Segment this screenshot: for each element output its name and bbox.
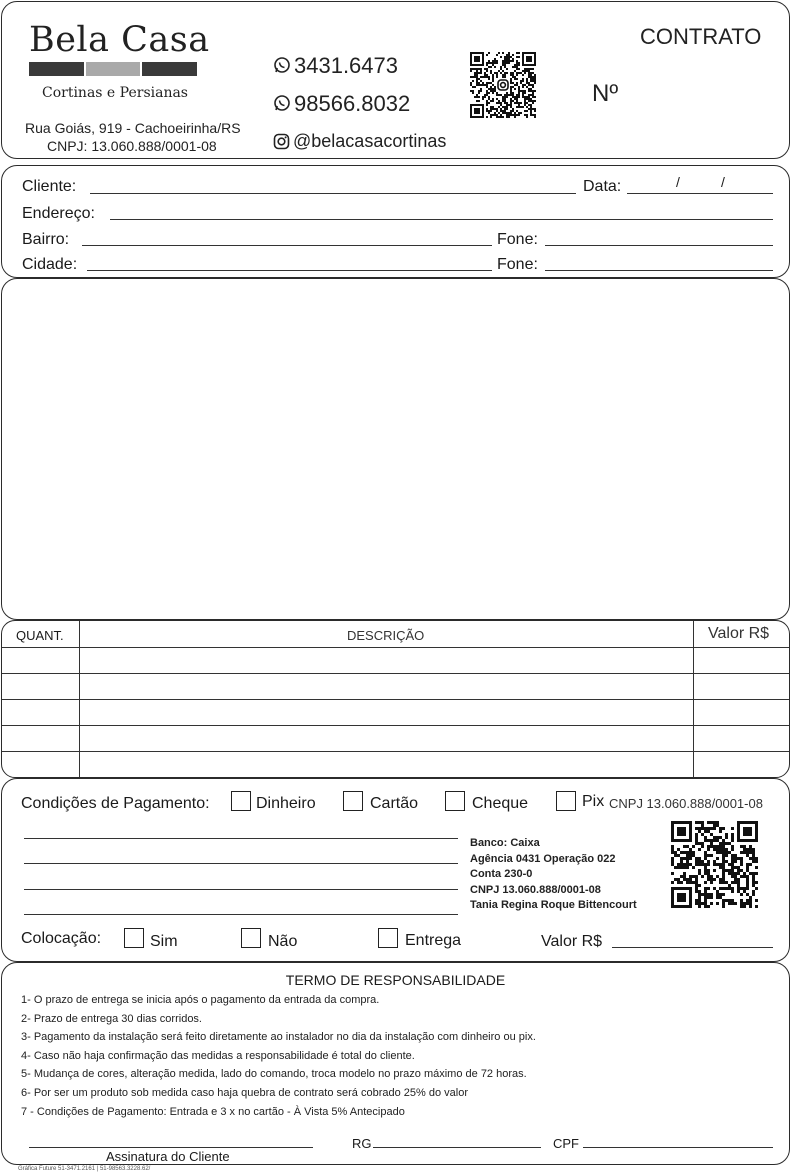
blank-sketch-area[interactable] — [1, 278, 790, 620]
brand-bars — [29, 62, 197, 76]
term-item: 7 - Condições de Pagamento: Entrada e 3 x no cartão - À Vista 5% Antecipado — [21, 1105, 405, 1118]
payment-note-line[interactable] — [24, 863, 458, 864]
fone2-label: Fone: — [497, 256, 538, 273]
fone2-field[interactable] — [545, 270, 773, 271]
valor-label: Valor R$ — [541, 933, 603, 950]
sim-label: Sim — [150, 933, 178, 950]
bank-agency: Agência 0431 Operação 022 — [470, 852, 616, 865]
terms-list — [21, 991, 536, 1121]
term-item: 5- Mudança de cores, alteração medida, lado do comando, troca modelo no prazo máximo de 72 horas. — [21, 1068, 527, 1081]
whatsapp-icon — [273, 56, 291, 74]
payment-label: Condições de Pagamento: — [21, 795, 210, 812]
valor-field[interactable] — [612, 947, 773, 948]
bank-name: Banco: Caixa — [470, 837, 540, 849]
pix-checkbox[interactable] — [556, 791, 576, 811]
rg-field[interactable] — [373, 1147, 541, 1148]
colocacao-label: Colocação: — [21, 930, 102, 947]
endereco-field[interactable] — [110, 219, 773, 220]
date-separator: / — [676, 174, 680, 190]
bank-account: Conta 230-0 — [470, 868, 533, 880]
cpf-field[interactable] — [583, 1147, 773, 1148]
cheque-label: Cheque — [472, 795, 529, 812]
brand-tagline: Cortinas e Persianas — [42, 85, 188, 101]
endereco-label: Endereço: — [22, 205, 95, 222]
fone-field[interactable] — [545, 245, 773, 246]
payment-note-line[interactable] — [24, 889, 458, 890]
sim-checkbox[interactable] — [124, 928, 144, 948]
term-item: 1- O prazo de entrega se inicia após o pagamento da entrada da compra. — [21, 994, 380, 1006]
terms-box — [1, 962, 790, 1165]
signature-label: Assinatura do Cliente — [106, 1149, 230, 1164]
entrega-label: Entrega — [405, 932, 462, 949]
cartao-label: Cartão — [370, 795, 419, 812]
term-item: 4- Caso não haja confirmação das medidas a responsabilidade é total do cliente. — [21, 1049, 415, 1062]
col-quant-header: QUANT. — [16, 628, 64, 643]
dinheiro-checkbox[interactable] — [231, 791, 251, 811]
cidade-label: Cidade: — [22, 256, 78, 273]
whatsapp-icon — [273, 94, 291, 112]
cheque-checkbox[interactable] — [445, 791, 465, 811]
rg-label: RG — [352, 1136, 372, 1151]
term-item: 3- Pagamento da instalação será feito diretamente ao instalador no dia da instalação com dinheiro ou pix. — [21, 1031, 536, 1044]
company-cnpj: CNPJ: 13.060.888/0001-08 — [47, 138, 217, 154]
company-address: Rua Goiás, 919 - Cachoeirinha/RS — [25, 120, 241, 136]
date-field[interactable] — [627, 193, 773, 194]
bank-cnpj: CNPJ 13.060.888/0001-08 — [470, 883, 601, 896]
bank-info — [470, 836, 637, 914]
contract-number-label: Nº — [592, 80, 619, 107]
entrega-checkbox[interactable] — [378, 928, 398, 948]
items-table — [1, 620, 790, 778]
phone-1: 3431.6473 — [294, 53, 398, 78]
header-box — [1, 1, 790, 159]
contract-title: CONTRATO — [640, 24, 762, 49]
data-label: Data: — [583, 178, 622, 195]
payment-box — [1, 778, 790, 962]
col-descricao-header: DESCRIÇÃO — [347, 628, 425, 643]
term-item: 2- Prazo de entrega 30 dias corridos. — [21, 1012, 202, 1025]
phone-2: 98566.8032 — [294, 91, 411, 116]
pix-label: Pix — [582, 793, 605, 810]
nao-checkbox[interactable] — [241, 928, 261, 948]
pix-qr-code — [671, 821, 769, 917]
terms-title: TERMO DE RESPONSABILIDADE — [285, 972, 506, 988]
cpf-label: CPF — [553, 1136, 579, 1151]
cartao-checkbox[interactable] — [343, 791, 363, 811]
fone-label: Fone: — [497, 231, 538, 248]
cliente-field[interactable] — [90, 193, 576, 194]
bairro-label: Bairro: — [22, 231, 70, 248]
brand-name: Bela Casa — [29, 20, 210, 60]
client-box — [1, 165, 790, 278]
bairro-field[interactable] — [82, 245, 492, 246]
dinheiro-label: Dinheiro — [256, 795, 316, 812]
cliente-label: Cliente: — [22, 178, 77, 195]
pix-cnpj: CNPJ 13.060.888/0001-08 — [609, 796, 763, 811]
nao-label: Não — [268, 933, 298, 950]
signature-field[interactable] — [29, 1147, 313, 1148]
instagram-qr-code — [470, 52, 568, 150]
print-shop-credit: Gráfica Future 51-3471.2161 | 51-98563.3228.62/ — [18, 1166, 151, 1172]
instagram-icon — [273, 133, 290, 150]
payment-note-line[interactable] — [24, 838, 458, 839]
col-valor-header: Valor R$ — [708, 625, 770, 642]
bank-holder: Tania Regina Roque Bittencourt — [470, 899, 637, 911]
instagram-handle: @belacasacortinas — [293, 131, 447, 151]
payment-note-line[interactable] — [24, 914, 458, 915]
date-separator: / — [721, 174, 725, 190]
cidade-field[interactable] — [87, 270, 492, 271]
term-item: 6- Por ser um produto sob medida caso haja quebra de contrato será cobrado 25% do valor — [21, 1086, 468, 1099]
